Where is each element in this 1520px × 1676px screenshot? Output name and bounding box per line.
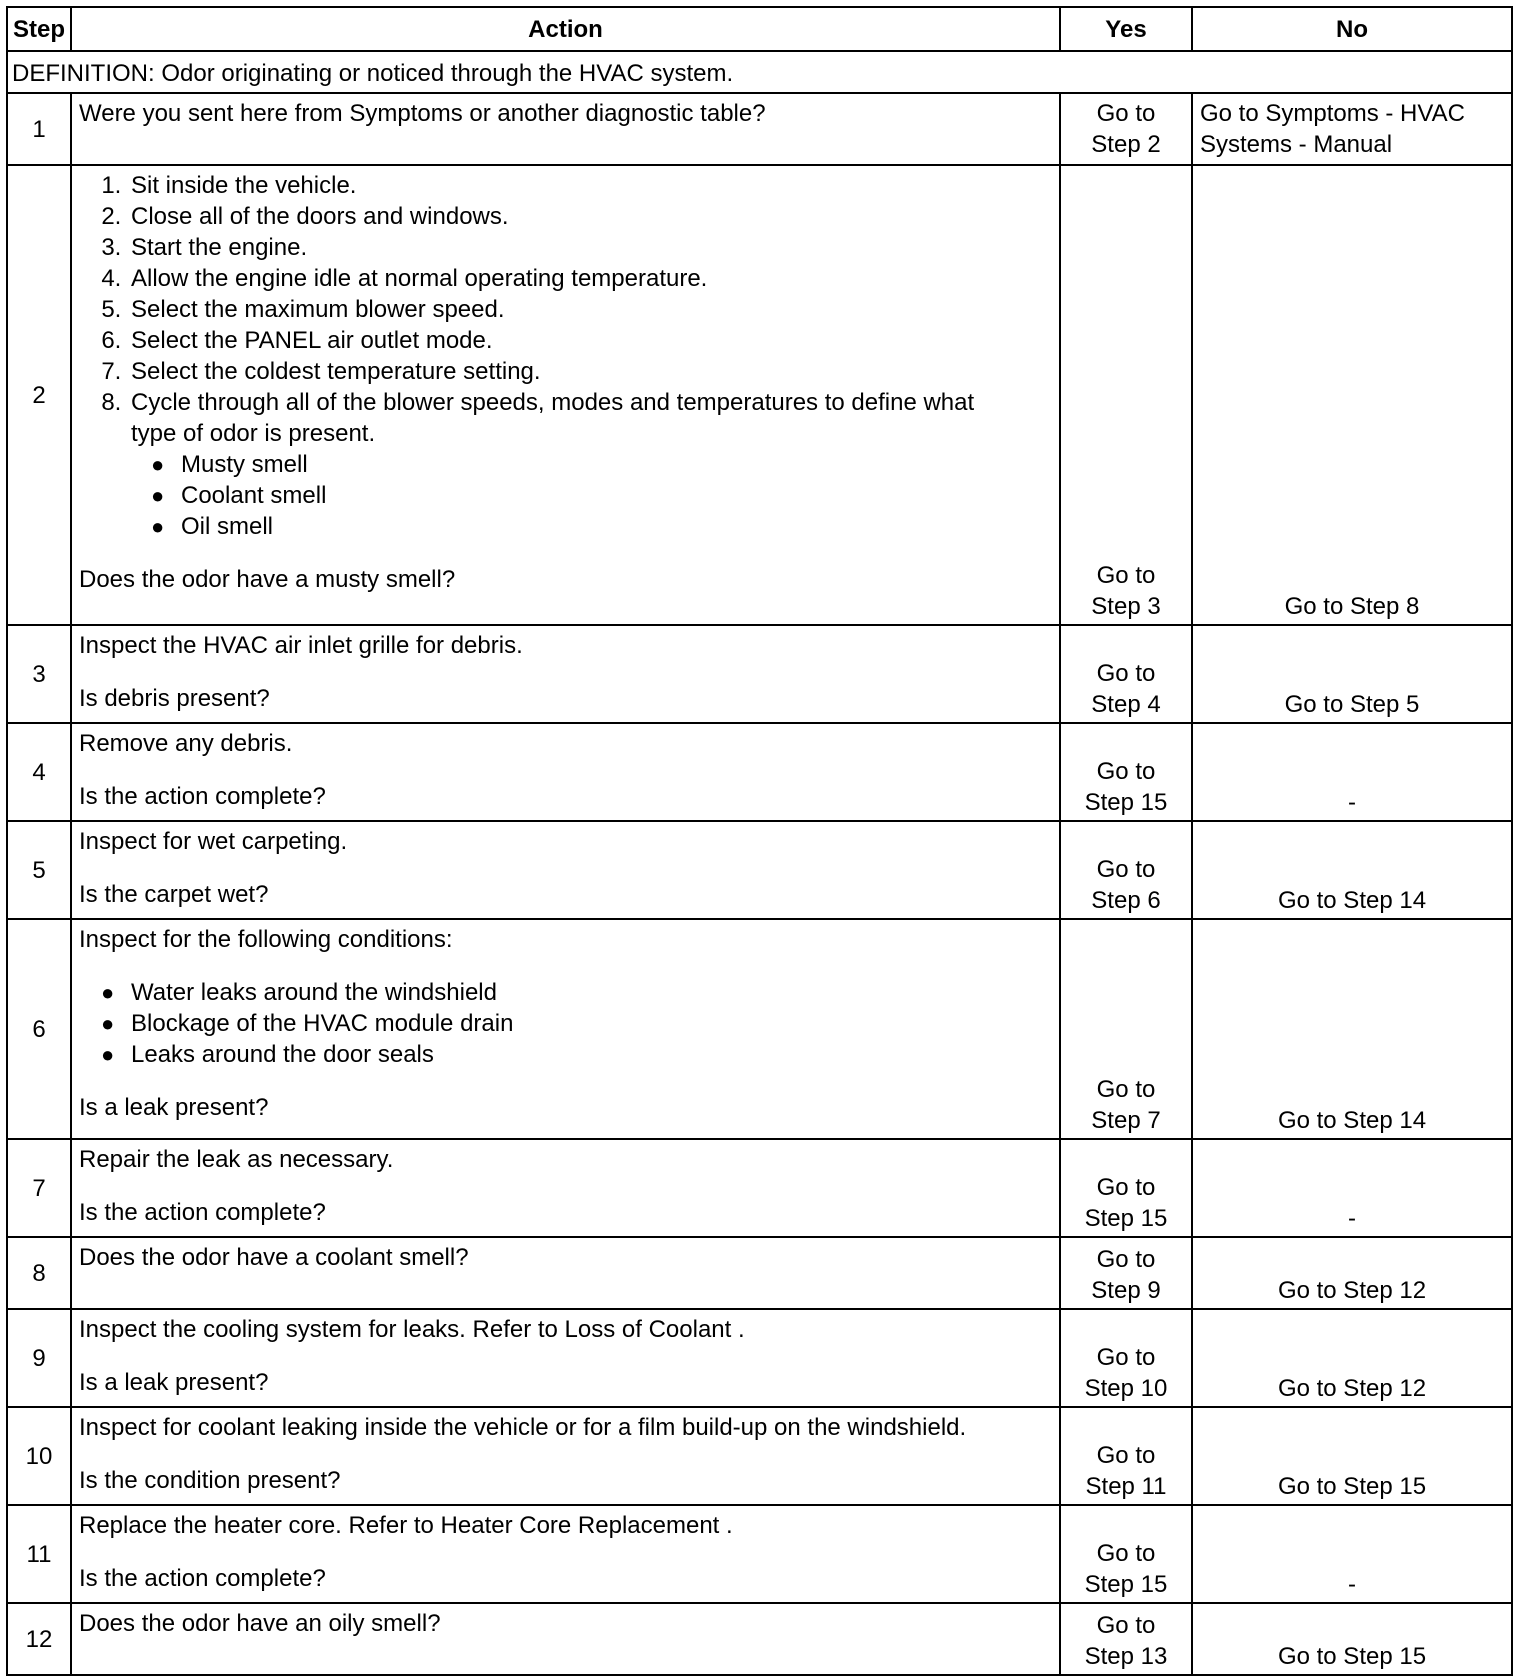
question-text: Is the action complete? (79, 1565, 326, 1592)
question-text: Is the action complete? (79, 783, 326, 810)
header-step: Step (7, 7, 71, 51)
table-row (7, 165, 1512, 625)
yes-result (1060, 625, 1192, 723)
question-text: Is debris present? (79, 685, 270, 712)
header-yes: Yes (1060, 7, 1192, 51)
action-cell (71, 1309, 1060, 1407)
condition-item: ● Leaks around the door seals (131, 1039, 1053, 1070)
no-result[interactable]: Go to Step 5 (1192, 625, 1512, 723)
question-text: Is a leak present? (79, 1094, 269, 1121)
no-result: - (1192, 1505, 1512, 1603)
yes-link[interactable]: Go to Step 4 (1091, 660, 1161, 718)
action-text: Inspect the HVAC air inlet grille for debris. (79, 632, 523, 659)
action-cell (71, 821, 1060, 919)
action-text: Inspect for the following conditions: (79, 926, 453, 953)
action-text: Remove any debris. (79, 730, 293, 757)
yes-result (1060, 723, 1192, 821)
step-number: 6 (7, 919, 71, 1139)
no-result[interactable]: Go to Step 15 (1192, 1407, 1512, 1505)
question-text: Is the action complete? (79, 1199, 326, 1226)
step-number: 1 (7, 93, 71, 165)
definition-text: DEFINITION: Odor originating or noticed through the HVAC system. (7, 51, 1512, 93)
yes-result (1060, 165, 1192, 625)
action-cell (71, 165, 1060, 625)
no-result: - (1192, 1139, 1512, 1237)
question-text: Is a leak present? (79, 1369, 269, 1396)
no-result: - (1192, 723, 1512, 821)
yes-result (1060, 1237, 1192, 1309)
yes-link[interactable]: Go to Step 3 (1091, 562, 1161, 620)
procedure-step: 3. Start the engine. (128, 232, 1053, 263)
table-row (7, 1407, 1512, 1505)
diagnostic-table-container (6, 6, 1513, 1676)
yes-link[interactable]: Go to Step 15 (1084, 758, 1168, 816)
action-cell (71, 625, 1060, 723)
table-row (7, 919, 1512, 1139)
yes-link[interactable]: Go to Step 9 (1091, 1246, 1161, 1304)
table-row (7, 93, 1512, 165)
action-text: Does the odor have an oily smell? (71, 1603, 1060, 1675)
table-row (7, 1505, 1512, 1603)
yes-link[interactable]: Go to Step 11 (1085, 1442, 1167, 1500)
procedure-step: 7. Select the coldest temperature setting. (128, 356, 1053, 387)
table-row (7, 1603, 1512, 1675)
step-number: 4 (7, 723, 71, 821)
table-row (7, 625, 1512, 723)
question-text: Is the carpet wet? (79, 881, 269, 908)
condition-item: ● Blockage of the HVAC module drain (131, 1008, 1053, 1039)
procedure-step: 4. Allow the engine idle at normal operating temperature. (128, 263, 1053, 294)
table-row (7, 1139, 1512, 1237)
yes-link[interactable]: Go to Step 10 (1084, 1344, 1168, 1402)
action-text: Inspect for coolant leaking inside the vehicle or for a film build-up on the windshield. (79, 1414, 967, 1441)
procedure-list (79, 170, 1053, 542)
yes-link[interactable]: Go to Step 15 (1084, 1540, 1168, 1598)
step-number: 10 (7, 1407, 71, 1505)
procedure-step: 5. Select the maximum blower speed. (128, 294, 1053, 325)
yes-result (1060, 93, 1192, 165)
action-cell (71, 723, 1060, 821)
no-result[interactable]: Go to Step 12 (1192, 1309, 1512, 1407)
yes-link[interactable]: Go to Step 7 (1091, 1076, 1161, 1134)
step-number: 8 (7, 1237, 71, 1309)
odor-type-item: ● Oil smell (181, 511, 1013, 542)
no-result[interactable]: Go to Step 12 (1192, 1237, 1512, 1309)
yes-result (1060, 1309, 1192, 1407)
header-action: Action (71, 7, 1060, 51)
procedure-step: 2. Close all of the doors and windows. (128, 201, 1053, 232)
step-number: 12 (7, 1603, 71, 1675)
condition-list (79, 977, 1053, 1070)
yes-result (1060, 1603, 1192, 1675)
step-number: 5 (7, 821, 71, 919)
odor-type-list (131, 449, 1013, 542)
question-text: Is the condition present? (79, 1467, 341, 1494)
step-number: 9 (7, 1309, 71, 1407)
yes-result (1060, 1407, 1192, 1505)
procedure-step: 6. Select the PANEL air outlet mode. (128, 325, 1053, 356)
action-text: Were you sent here from Symptoms or another diagnostic table? (71, 93, 1060, 165)
table-row (7, 1309, 1512, 1407)
step-number: 11 (7, 1505, 71, 1603)
header-no: No (1192, 7, 1512, 51)
action-text: Repair the leak as necessary. (79, 1146, 394, 1173)
no-result[interactable]: Go to Step 14 (1192, 821, 1512, 919)
diagnostic-table (6, 6, 1513, 1676)
action-text: Does the odor have a coolant smell? (71, 1237, 1060, 1309)
no-result[interactable]: Go to Step 8 (1192, 165, 1512, 625)
action-cell (71, 1407, 1060, 1505)
table-row (7, 723, 1512, 821)
yes-link[interactable]: Go to Step 2 (1091, 100, 1161, 158)
yes-result (1060, 919, 1192, 1139)
action-text: Inspect for wet carpeting. (79, 828, 348, 855)
yes-result (1060, 821, 1192, 919)
action-cell (71, 1139, 1060, 1237)
table-row (7, 821, 1512, 919)
odor-type-item: ● Musty smell (181, 449, 1013, 480)
step-number: 3 (7, 625, 71, 723)
yes-link[interactable]: Go to Step 6 (1091, 856, 1161, 914)
procedure-step: 1. Sit inside the vehicle. (128, 170, 1053, 201)
yes-result (1060, 1139, 1192, 1237)
action-cell (71, 919, 1060, 1139)
no-result[interactable]: Go to Step 15 (1192, 1603, 1512, 1675)
step-number: 7 (7, 1139, 71, 1237)
yes-link[interactable]: Go to Step 15 (1084, 1174, 1168, 1232)
yes-result (1060, 1505, 1192, 1603)
yes-link[interactable]: Go to Step 13 (1084, 1612, 1168, 1670)
condition-item: ● Water leaks around the windshield (131, 977, 1053, 1008)
no-result[interactable]: Go to Step 14 (1192, 919, 1512, 1139)
action-cell (71, 1505, 1060, 1603)
definition-row (7, 51, 1512, 93)
procedure-step-text: Cycle through all of the blower speeds, modes and temperatures to define what type of odor is present. (131, 389, 975, 447)
step-number: 2 (7, 165, 71, 625)
action-text: Replace the heater core. Refer to Heater Core Replacement . (79, 1512, 733, 1539)
question-text: Does the odor have a musty smell? (79, 566, 456, 593)
table-row (7, 1237, 1512, 1309)
no-result[interactable]: Go to Symptoms - HVAC Systems - Manual (1192, 93, 1512, 165)
procedure-step (128, 387, 1053, 542)
action-text: Inspect the cooling system for leaks. Refer to Loss of Coolant . (79, 1316, 745, 1343)
header-row (7, 7, 1512, 51)
odor-type-item: ● Coolant smell (181, 480, 1013, 511)
